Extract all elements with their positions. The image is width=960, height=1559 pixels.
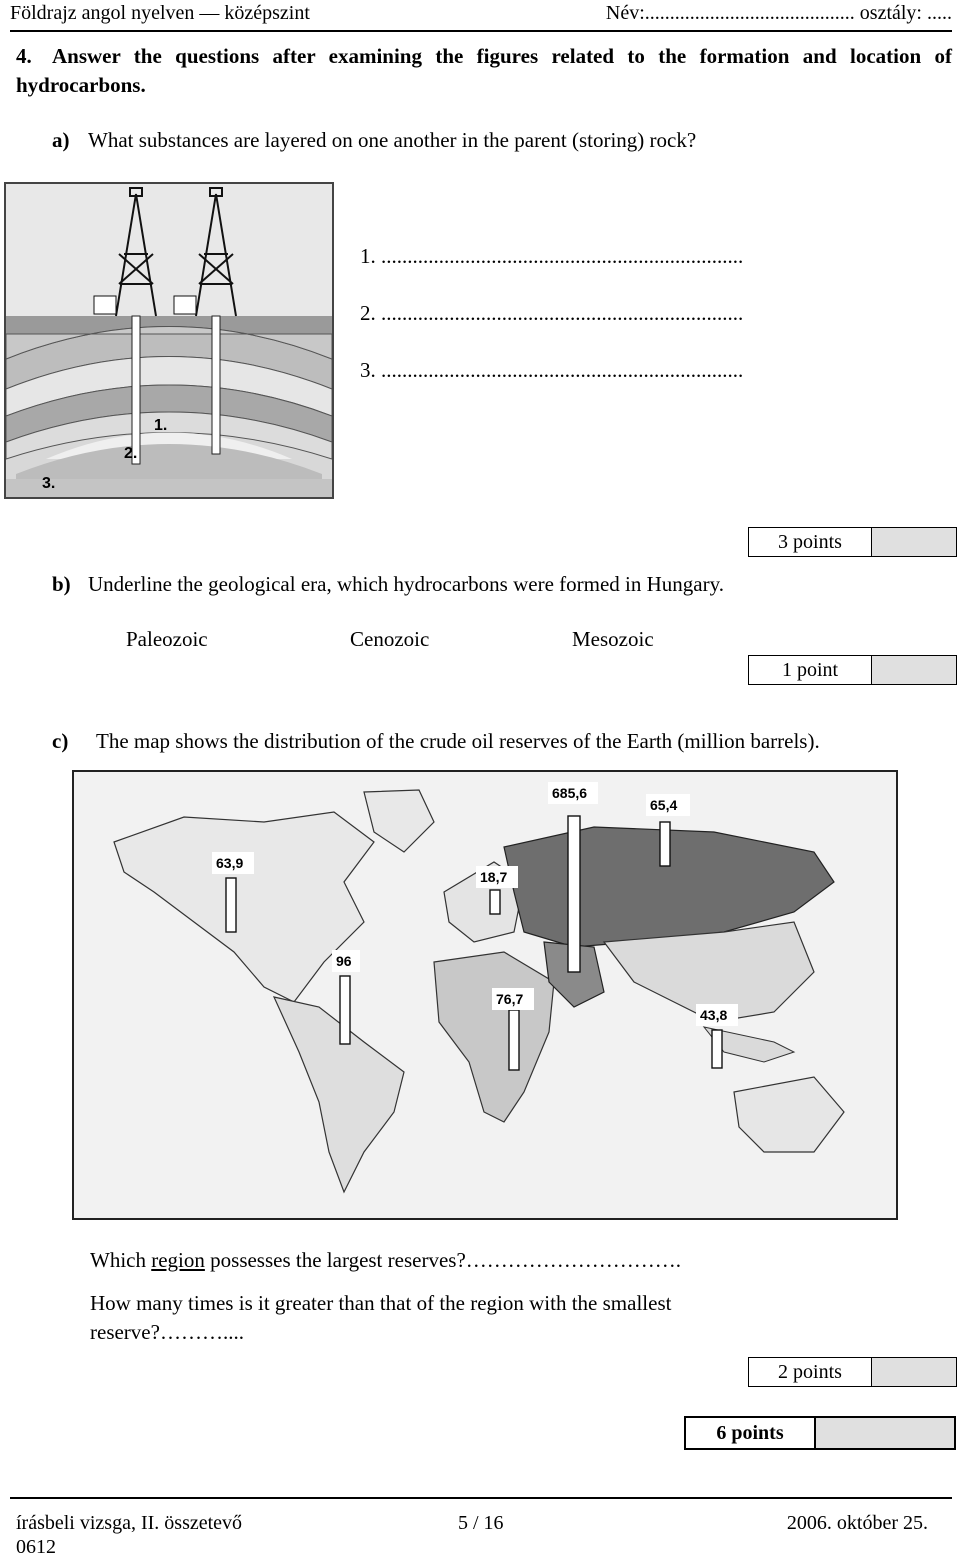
points-label-a: 3 points (749, 528, 872, 556)
reserve-bar-fsu (660, 822, 670, 866)
footer-page: 5 / 16 (458, 1512, 504, 1534)
score-field-b[interactable] (872, 656, 956, 684)
footer-left: írásbeli vizsga, II. összetevő (16, 1512, 243, 1534)
answer-blank-3[interactable]: 3. ..................................................................... (360, 358, 744, 382)
era-mesozoic[interactable]: Mesozoic (572, 627, 654, 651)
total-points-box (684, 1416, 956, 1450)
answer-blank-2[interactable]: 2. ..................................................................... (360, 301, 744, 325)
answer-blank-1[interactable]: 1. ..................................................................... (360, 244, 744, 268)
part-a-prompt (52, 127, 696, 153)
value-latin-america: 96 (336, 953, 352, 969)
points-box-b (748, 655, 957, 685)
geology-diagram (6, 184, 332, 497)
question-title (16, 42, 952, 100)
score-field-a[interactable] (872, 528, 956, 556)
value-asia-pacific: 43,8 (700, 1007, 728, 1023)
points-box-a (748, 527, 957, 557)
points-box-c (748, 1357, 957, 1387)
score-field-c[interactable] (872, 1358, 956, 1386)
header-right: Név:.......................................... osztály: ..... (605, 2, 952, 24)
part-b-text: Underline the geological era, which hydrocarbons were formed in Hungary. (88, 572, 724, 596)
q1-pre: Which (90, 1248, 152, 1272)
header-rule (10, 30, 952, 32)
question-text: Answer the questions after examining the figures related to the formation and location of hydrocarbons. (16, 44, 952, 97)
oil-rig-cross-section-figure (4, 182, 334, 499)
footer-date: 2006. október 25. (786, 1512, 928, 1534)
reserve-bar-asia-pacific (712, 1030, 722, 1068)
q1-region-underlined: region (151, 1248, 205, 1272)
part-a-letter: a) (52, 128, 70, 152)
value-middle-east: 685,6 (552, 785, 588, 801)
question-number: 4. (16, 44, 32, 68)
world-map (74, 772, 896, 1218)
part-c-prompt (52, 728, 820, 754)
q1-post[interactable]: possesses the largest reserves?…………………………. (204, 1248, 682, 1272)
layer-label-1: 1. (154, 417, 168, 434)
part-c-text: The map shows the distribution of the crude oil reserves of the Earth (million barrels). (96, 729, 820, 753)
question-largest-region (90, 1247, 681, 1273)
world-oil-reserves-map (72, 770, 898, 1220)
question-ratio[interactable]: How many times is it greater than that of the region with the smallest reserve?……….... (90, 1291, 672, 1344)
reserve-bar-latin-america (340, 976, 350, 1044)
part-b-prompt (52, 571, 724, 597)
value-europe: 18,7 (480, 869, 508, 885)
header-left: Földrajz angol nyelven — középszint (10, 2, 310, 24)
reserve-bar-middle-east (568, 816, 580, 972)
reserve-bar-north-america (226, 878, 236, 932)
footer-rule (10, 1497, 952, 1499)
reserve-bar-africa (509, 1010, 519, 1070)
layer-label-3: 3. (42, 475, 56, 492)
part-c-letter: c) (52, 729, 69, 753)
points-label-c: 2 points (749, 1358, 872, 1386)
footer-code: 0612 (16, 1536, 56, 1558)
total-points-label: 6 points (686, 1418, 816, 1448)
era-cenozoic[interactable]: Cenozoic (350, 627, 430, 651)
part-a-text: What substances are layered on one another in the parent (storing) rock? (88, 128, 697, 152)
page-header (10, 0, 952, 30)
reserve-bar-europe (490, 890, 500, 914)
points-label-b: 1 point (749, 656, 872, 684)
value-fsu: 65,4 (650, 797, 678, 813)
value-north-america: 63,9 (216, 855, 244, 871)
value-africa: 76,7 (496, 991, 524, 1007)
layer-label-2: 2. (124, 445, 138, 462)
era-paleozoic[interactable]: Paleozoic (126, 627, 208, 651)
total-score-field[interactable] (816, 1418, 954, 1448)
part-b-letter: b) (52, 572, 71, 596)
